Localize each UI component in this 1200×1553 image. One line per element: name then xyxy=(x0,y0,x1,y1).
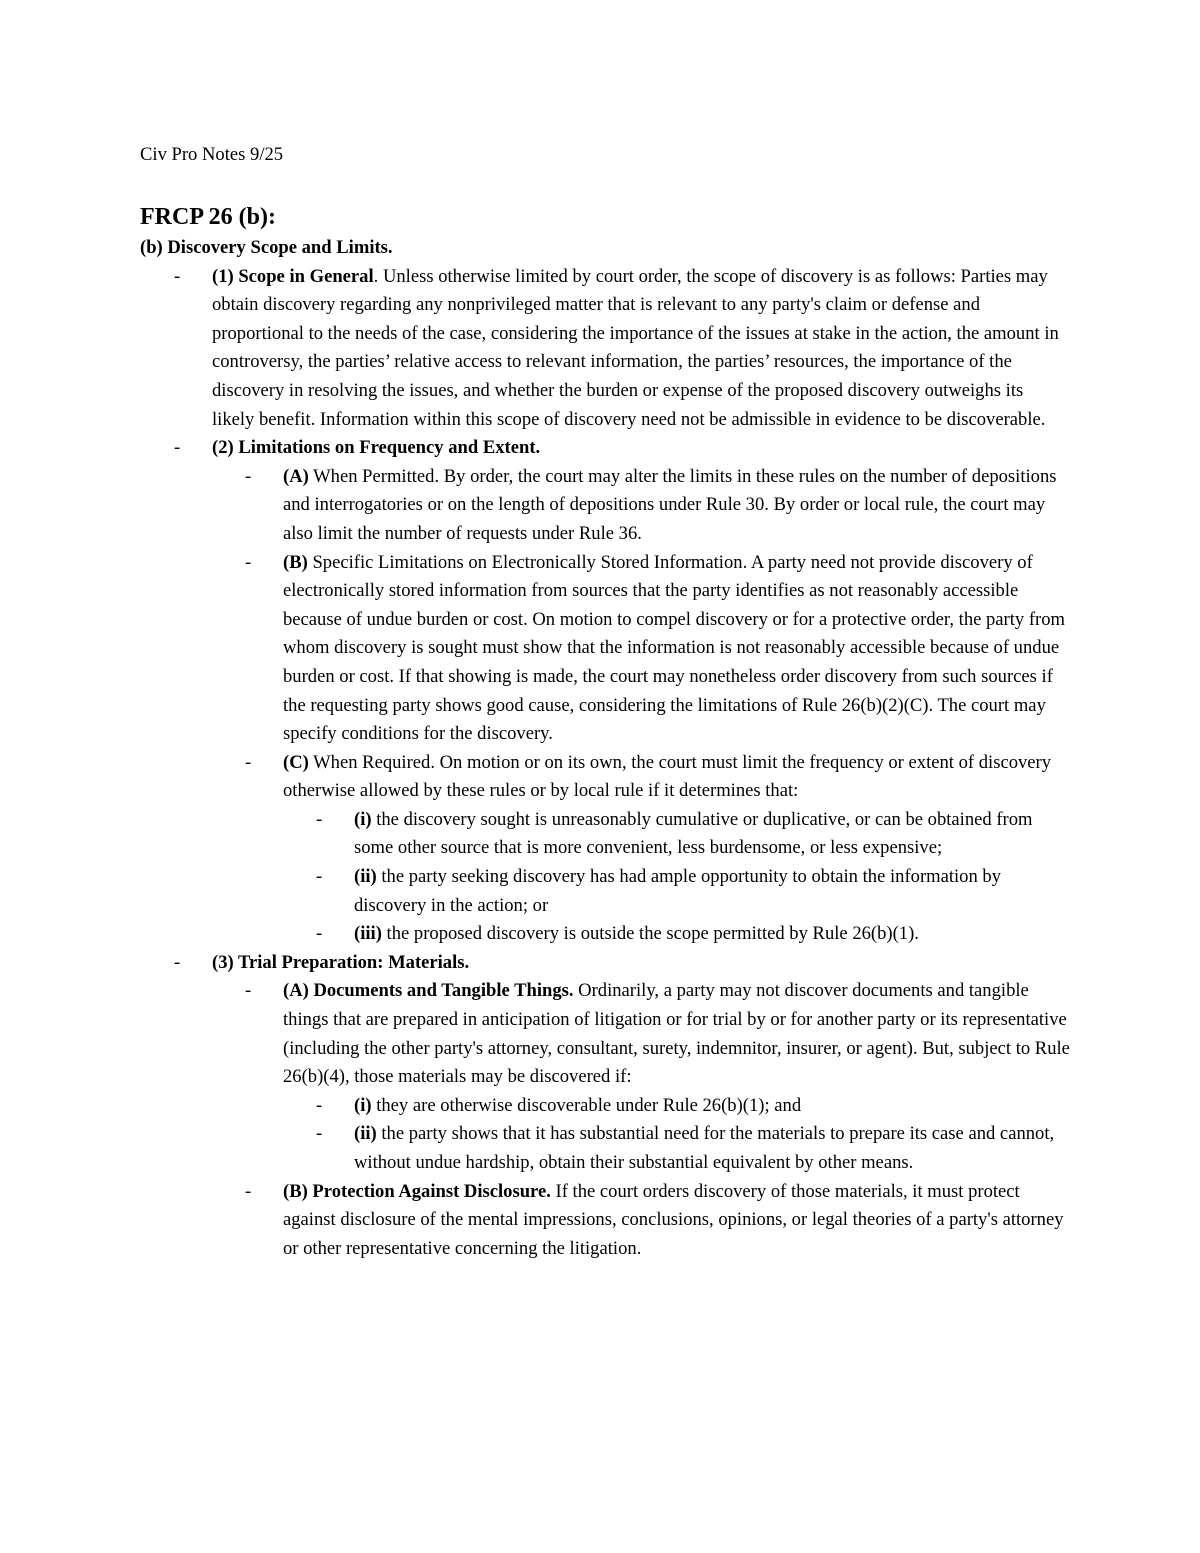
item-label: (B) xyxy=(283,551,308,573)
list-bullet: - xyxy=(174,437,181,459)
item-label: (iii) xyxy=(354,923,382,945)
item-label: (A) Documents and Tangible Things. xyxy=(283,980,574,1002)
item-text: When Required. On motion or on its own, the court must limit the frequency or extent of discovery otherwise allowed by these rules or by local rule if it determines that: xyxy=(283,751,1052,802)
document-heading: FRCP 26 (b): xyxy=(140,204,276,230)
item-text: the discovery sought is unreasonably cumulative or duplicative, or can be obtained from some other source that is more convenient, less burdensome, or less expensive; xyxy=(354,808,1033,859)
list-bullet: - xyxy=(316,808,323,830)
item-label: (ii) xyxy=(354,1123,377,1145)
item-text: Ordinarily, a party may not discover documents and tangible things that are prepared in anticipation of litigation or for trial by or for another party or its representative (including the other party's attorney, consultant, surety, indemnitor, insurer, or agent). But, subject to Rule 26(b)(4), those materials may be discovered if: xyxy=(283,980,1070,1088)
item-label: (i) xyxy=(354,1094,372,1116)
list-bullet: - xyxy=(245,751,252,773)
list-item-protection-against-disclosure xyxy=(245,1178,1070,1264)
list-item-otherwise-discoverable xyxy=(316,1092,1070,1121)
document-header: Civ Pro Notes 9/25 xyxy=(140,144,284,165)
list-bullet: - xyxy=(316,866,323,888)
list-bullet: - xyxy=(174,265,181,287)
item-label: (3) Trial Preparation: Materials. xyxy=(212,951,470,973)
item-label: (1) Scope in General xyxy=(212,265,374,287)
item-text: the proposed discovery is outside the scope permitted by Rule 26(b)(1). xyxy=(381,923,919,945)
list-item-esi-limitations xyxy=(245,549,1070,749)
list-item-outside-scope xyxy=(316,920,1070,949)
item-text: If the court orders discovery of those materials, it must protect against disclosure of the mental impressions, conclusions, opinions, or legal theories of a party's attorney or other representative concerning the litigation. xyxy=(283,1180,1064,1259)
section-subheading: (b) Discovery Scope and Limits. xyxy=(140,237,393,258)
list-item-when-permitted xyxy=(245,463,1070,549)
list-bullet: - xyxy=(245,465,252,487)
item-label: (ii) xyxy=(354,866,377,888)
item-label: (2) Limitations on Frequency and Extent. xyxy=(212,437,541,459)
list-bullet: - xyxy=(245,551,252,573)
list-item-substantial-need xyxy=(316,1120,1070,1177)
document-page xyxy=(140,140,1070,1263)
list-item-documents-tangible-things xyxy=(245,977,1070,1091)
list-bullet: - xyxy=(174,951,181,973)
list-item-when-required xyxy=(245,749,1070,806)
list-item-cumulative xyxy=(316,806,1070,863)
item-label: (C) xyxy=(283,751,309,773)
item-text: . Unless otherwise limited by court order, the scope of discovery is as follows: Parties may obtain discovery regarding any nonprivileged matter that is relevant to any party's claim or defense and proportional to the needs of the case, considering the importance of the issues at stake in the action, the amount in controversy, the parties’ relative access to relevant information, the parties’ resources, the importance of the discovery in resolving the issues, and whether the burden or expense of the proposed discovery outweighs its likely benefit. Information within this scope of discovery need not be admissible in evidence to be discoverable. xyxy=(212,265,1059,430)
list-bullet: - xyxy=(316,1094,323,1116)
item-text: Specific Limitations on Electronically Stored Information. A party need not provide discovery of electronically stored information from sources that the party identifies as not reasonably accessible because of undue burden or cost. On motion to compel discovery or for a protective order, the party from whom discovery is sought must show that the information is not reasonably accessible because of undue burden or cost. If that showing is made, the court may nonetheless order discovery from such sources if the requesting party shows good cause, considering the limitations of Rule 26(b)(2)(C). The court may specify conditions for the discovery. xyxy=(283,551,1066,745)
list-bullet: - xyxy=(245,980,252,1002)
item-text: the party shows that it has substantial need for the materials to prepare its case and cannot, without undue hardship, obtain their substantial equivalent by other means. xyxy=(354,1123,1055,1173)
item-text: When Permitted. By order, the court may alter the limits in these rules on the number of depositions and interrogatories or on the length of depositions under Rule 30. By order or local rule, the court may also limit the number of requests under Rule 36. xyxy=(283,465,1057,544)
item-label: (i) xyxy=(354,808,372,830)
item-label: (B) Protection Against Disclosure. xyxy=(283,1180,551,1202)
list-bullet: - xyxy=(316,923,323,945)
item-text: they are otherwise discoverable under Rule 26(b)(1); and xyxy=(371,1094,802,1116)
list-item-trial-preparation xyxy=(174,949,1070,978)
list-item-limitations xyxy=(174,434,1070,463)
list-bullet: - xyxy=(245,1180,252,1202)
list-item-scope-in-general xyxy=(174,263,1070,435)
item-text: the party seeking discovery has had ample opportunity to obtain the information by discovery in the action; or xyxy=(354,866,1002,916)
item-label: (A) xyxy=(283,465,309,487)
list-item-ample-opportunity xyxy=(316,863,1070,920)
list-bullet: - xyxy=(316,1123,323,1145)
